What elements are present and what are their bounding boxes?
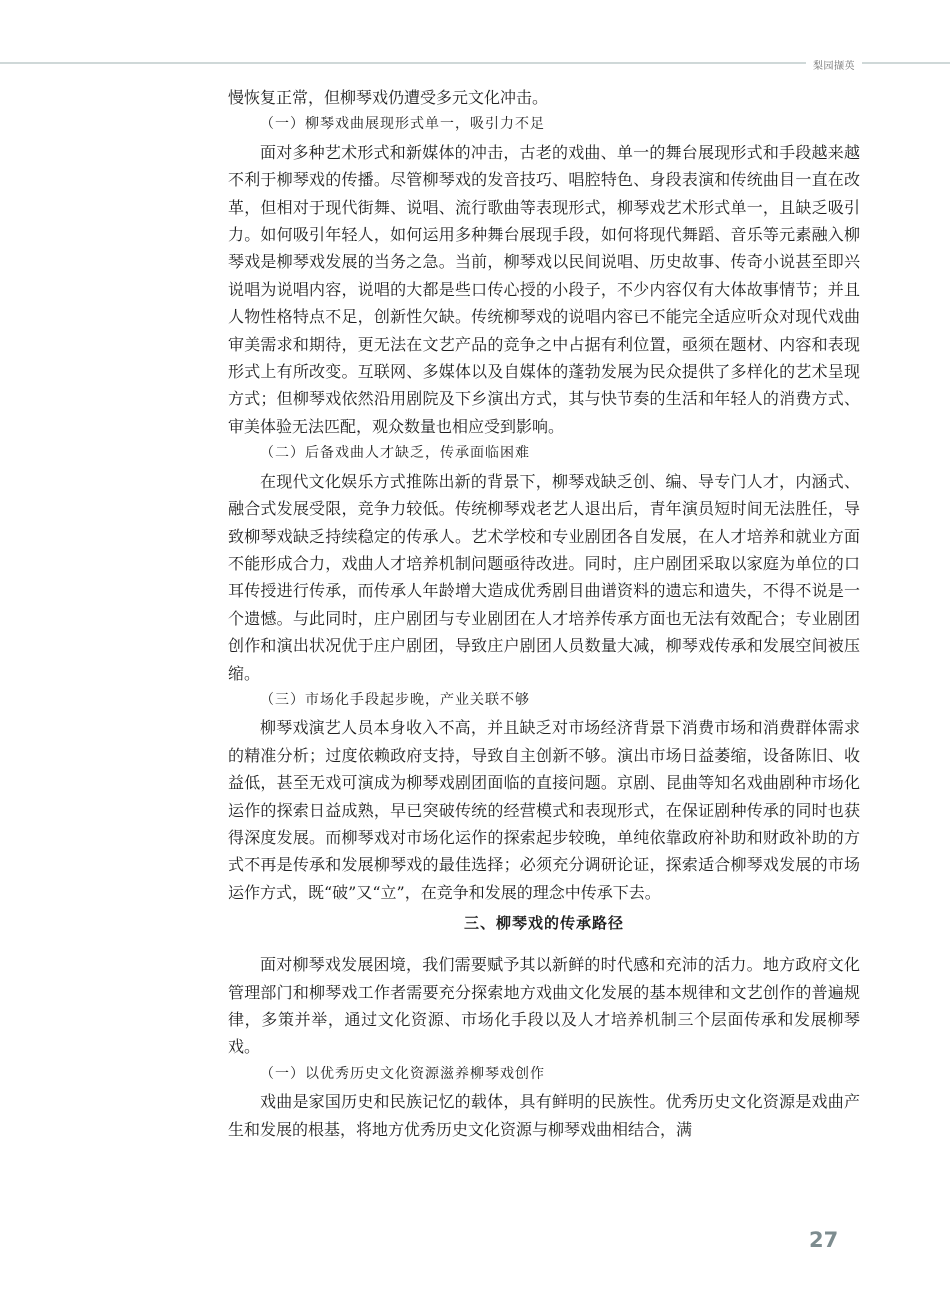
page-number: 27: [809, 1228, 839, 1252]
subheading-4: （一）以优秀历史文化资源滋养柳琴戏创作: [260, 1065, 545, 1082]
paragraph-5: 戏曲是家国历史和民族记忆的载体，具有鲜明的民族性。优秀历史文化资源是戏曲产生和发展的根基，将地方优秀历史文化资源与柳琴戏曲相结合，满: [228, 1092, 860, 1139]
paragraph-2: 在现代文化娱乐方式推陈出新的背景下，柳琴戏缺乏创、编、导专门人才，内涵式、融合式发展受限，竞争力较低。传统柳琴戏老艺人退出后，青年演员短时间无法胜任，导致柳琴戏缺乏持续稳定的传承人。艺术学校和专业剧团各自发展，在人才培养和就业方面不能形成合力，戏曲人才培养机制问题亟待改进。同时，庄户剧团采取以家庭为单位的口耳传授进行传承，而传承人年龄增大造成优秀剧目曲谱资料的遗忘和遗失，不得不说是一个遗憾。与此同时，庄户剧团与专业剧团在人才培养传承方面也无法有效配合；专业剧团创作和演出状况优于庄户剧团，导致庄户剧团人员数量大减，柳琴戏传承和发展空间被压缩。: [228, 471, 860, 683]
subheading-2: （二）后备戏曲人才缺乏，传承面临困难: [260, 445, 530, 462]
paragraph-3: 柳琴戏演艺人员本身收入不高，并且缺乏对市场经济背景下消费市场和消费群体需求的精准分析；过度依赖政府支持，导致自主创新不够。演出市场日益萎缩，设备陈旧、收益低，甚至无戏可演成为柳琴戏剧团面临的直接问题。京剧、昆曲等知名戏曲剧种市场化运作的探索日益成熟，早已突破传统的经营模式和表现形式，在保证剧种传承的同时也获得深度发展。而柳琴戏对市场化运作的探索起步较晚，单纯依靠政府补助和财政补助的方式不再是传承和发展柳琴戏的最佳选择；必须充分调研论证，探索适合柳琴戏发展的市场运作方式，既“破”又“立”，在竞争和发展的理念中传承下去。: [228, 718, 860, 902]
article-body: [228, 84, 860, 1143]
column-title: 梨园撷英: [813, 61, 855, 72]
paragraph-continuation: 慢恢复正常，但柳琴戏仍遭受多元文化冲击。: [228, 88, 549, 107]
section-heading-3: 三、柳琴戏的传承路径: [463, 914, 624, 933]
paragraph-4: 面对柳琴戏发展困境，我们需要赋予其以新鲜的时代感和充沛的活力。地方政府文化管理部门和柳琴戏工作者需要充分探索地方戏曲文化发展的基本规律和文艺创作的普遍规律，多策并举，通过文化资源、市场化手段以及人才培养机制三个层面传承和发展柳琴戏。: [228, 955, 860, 1057]
paragraph-1: 面对多种艺术形式和新媒体的冲击，古老的戏曲、单一的舞台展现形式和手段越来越不利于柳琴戏的传播。尽管柳琴戏的发音技巧、唱腔特色、身段表演和传统曲目一直在改革，但相对于现代街舞、说唱、流行歌曲等表现形式，柳琴戏艺术形式单一，且缺乏吸引力。如何吸引年轻人，如何运用多种舞台展现手段，如何将现代舞蹈、音乐等元素融入柳琴戏是柳琴戏发展的当务之急。当前，柳琴戏以民间说唱、历史故事、传奇小说甚至即兴说唱为说唱内容，说唱的大都是些口传心授的小段子，不少内容仅有大体故事情节；并且人物性格特点不足，创新性欠缺。传统柳琴戏的说唱内容已不能完全适应听众对现代戏曲审美需求和期待，更无法在文艺产品的竞争之中占据有利位置，亟须在题材、内容和表现形式上有所改变。互联网、多媒体以及自媒体的蓬勃发展为民众提供了多样化的艺术呈现方式；但柳琴戏依然沿用剧院及下乡演出方式，其与快节奏的生活和年轻人的消费方式、审美体验无法匹配，观众数量也相应受到影响。: [228, 142, 860, 436]
subheading-3: （三）市场化手段起步晚，产业关联不够: [260, 691, 530, 708]
header-label-box: [806, 54, 862, 70]
subheading-1: （一）柳琴戏曲展现形式单一，吸引力不足: [260, 116, 545, 133]
